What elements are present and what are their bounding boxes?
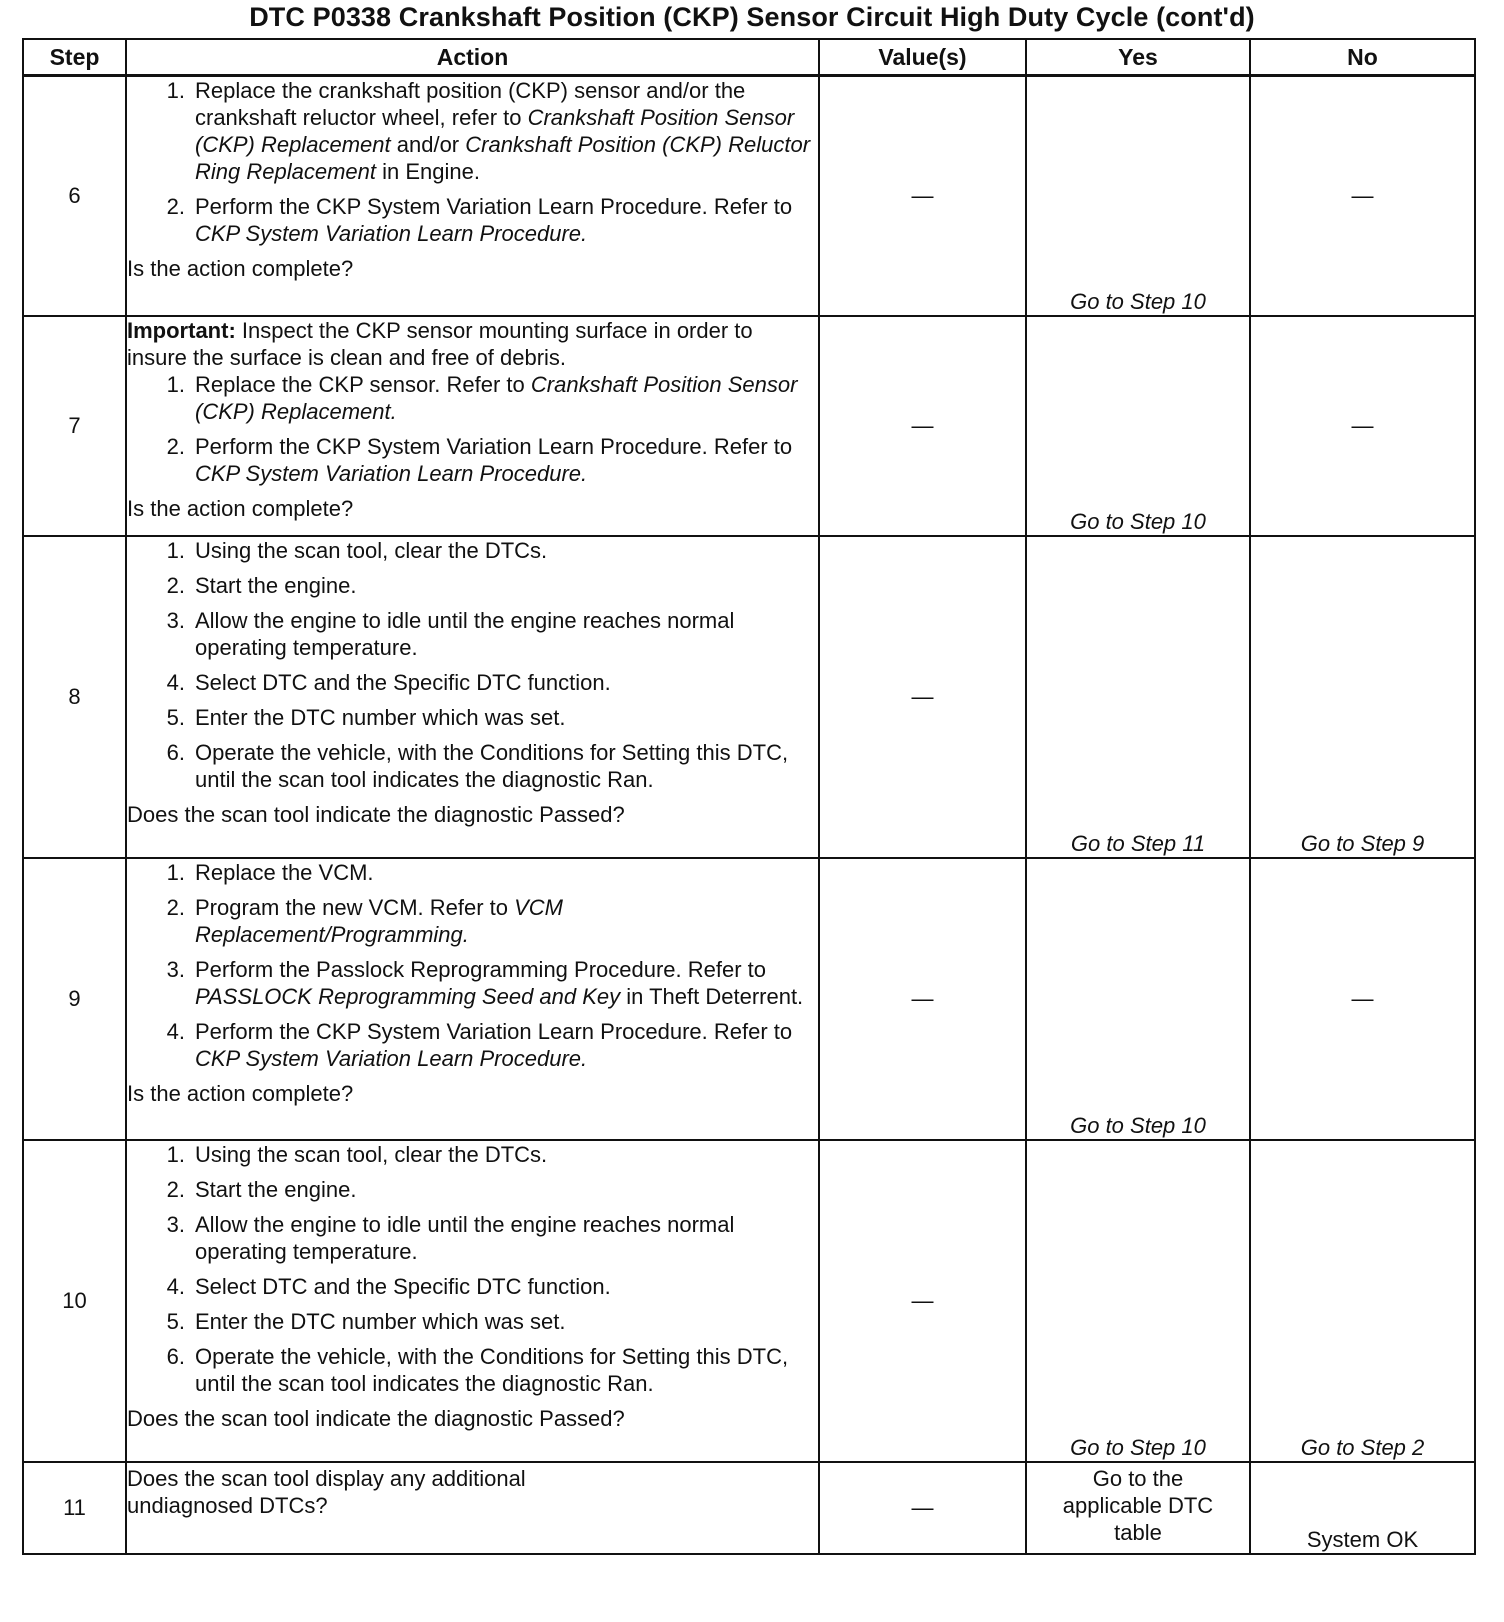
action-list [127,537,818,793]
list-item [127,193,818,247]
item-text: Select DTC and the Specific DTC function. [195,1273,611,1299]
item-text [195,894,818,948]
step-number: 9 [23,858,126,1140]
action-cell [126,1462,819,1554]
item-number: 4. [166,669,185,695]
item-number: 6. [166,1343,185,1369]
list-item [127,894,818,948]
list-item [127,704,818,731]
no-cell: — [1250,316,1475,536]
step-number: 10 [23,1140,126,1462]
yes-cell: Go to Step 10 [1026,1140,1250,1462]
item-text [195,956,818,1010]
item-text-part: and/or [390,132,466,157]
item-text: Enter the DTC number which was set. [195,1308,566,1334]
list-item [127,1273,818,1300]
item-reference: CKP System Variation Learn Procedure. [195,460,588,486]
list-item [127,1018,818,1072]
item-number: 1. [166,371,185,397]
item-text: Allow the engine to idle until the engine reaches normal operating temperature. [195,1211,735,1264]
item-text: Operate the vehicle, with the Conditions for Setting this DTC, until the scan tool indicates the diagnostic Ran. [195,1343,789,1396]
item-reference: Crankshaft Position Sensor (CKP) Replacement [195,105,795,157]
item-number: 2. [166,433,185,459]
no-cell: Go to Step 2 [1250,1140,1475,1462]
item-number: 3. [166,607,185,633]
item-text: Select DTC and the Specific DTC function. [195,669,611,695]
item-text [195,433,818,487]
important-note [127,317,818,371]
diagnostic-table [22,38,1476,1555]
list-item [127,1176,818,1203]
value-cell: — [819,536,1026,858]
item-text-part: Perform the CKP System Variation Learn Procedure. Refer to [195,433,793,459]
no-cell: Go to Step 9 [1250,536,1475,858]
important-text: Inspect the CKP sensor mounting surface in order to insure the surface is clean and free of debris. [127,317,753,370]
table-row [23,1140,1475,1462]
step-number: 11 [23,1462,126,1554]
item-text [195,77,818,185]
item-text-part: Perform the CKP System Variation Learn Procedure. Refer to [195,194,793,219]
step-number: 6 [23,76,126,316]
item-reference: VCM Replacement/Programming. [195,894,564,947]
no-cell: — [1250,76,1475,316]
item-number: 4. [166,1018,185,1044]
value-cell: — [819,858,1026,1140]
yes-cell: Go to Step 10 [1026,858,1250,1140]
item-number: 1. [166,537,185,563]
header-yes: Yes [1026,39,1250,76]
item-number: 3. [166,956,185,982]
item-text-part: Program the new VCM. Refer to [195,894,515,920]
action-list [127,1141,818,1397]
no-cell: System OK [1250,1462,1475,1554]
action-list [127,77,818,247]
action-cell [126,76,819,316]
value-cell: — [819,1462,1026,1554]
action-list [127,371,818,487]
item-number: 5. [166,1308,185,1334]
action-list [127,859,818,1072]
item-text: Using the scan tool, clear the DTCs. [195,537,548,563]
item-text-part: Replace the CKP sensor. Refer to [195,371,531,397]
list-item [127,1141,818,1168]
value-cell: — [819,76,1026,316]
list-item [127,1308,818,1335]
header-values: Value(s) [819,39,1026,76]
item-text: Start the engine. [195,572,357,598]
item-number: 5. [166,704,185,730]
list-item [127,739,818,793]
action-question: Is the action complete? [127,495,354,521]
action-cell [126,316,819,536]
value-cell: — [819,316,1026,536]
item-text-part: Perform the Passlock Reprogramming Procedure. Refer to [195,956,767,982]
step-number: 8 [23,536,126,858]
list-item [127,572,818,599]
item-text: Operate the vehicle, with the Conditions for Setting this DTC, until the scan tool indicates the diagnostic Ran. [195,739,789,792]
item-text: Enter the DTC number which was set. [195,704,566,730]
item-text [195,193,818,247]
item-reference: Crankshaft Position Sensor (CKP) Replacement. [195,371,798,424]
page-title: DTC P0338 Crankshaft Position (CKP) Sensor Circuit High Duty Cycle (cont'd) [249,2,1255,32]
item-number: 1. [166,78,185,103]
item-number: 2. [166,1176,185,1202]
item-number: 2. [166,894,185,920]
item-number: 6. [166,739,185,765]
header-no: No [1250,39,1475,76]
header-action: Action [126,39,819,76]
important-label: Important: [127,317,236,343]
item-number: 3. [166,1211,185,1237]
item-reference: CKP System Variation Learn Procedure. [195,221,588,246]
item-text [195,371,818,425]
list-item [127,371,818,425]
item-number: 2. [166,194,185,219]
item-text-part: Perform the CKP System Variation Learn Procedure. Refer to [195,1018,793,1044]
action-cell [126,858,819,1140]
yes-cell: Go to Step 10 [1026,316,1250,536]
action-question: Is the action complete? [127,256,354,281]
item-text [195,1018,818,1072]
list-item [127,1211,818,1265]
item-number: 2. [166,572,185,598]
list-item [127,433,818,487]
item-text-part: in Theft Deterrent. [620,983,804,1009]
item-text-part: Replace the crankshaft position (CKP) sensor and/or the crankshaft reluctor wheel, refer to [195,78,746,130]
item-text-part: in Engine. [375,159,480,184]
list-item [127,77,818,185]
item-text: Start the engine. [195,1176,357,1202]
no-cell: — [1250,858,1475,1140]
table-row [23,1462,1475,1554]
table-row [23,536,1475,858]
list-item [127,669,818,696]
item-number: 1. [166,859,185,885]
list-item [127,607,818,661]
action-question: Does the scan tool display any additional undiagnosed DTCs? [127,1465,526,1518]
list-item [127,859,818,886]
yes-cell: Go to Step 11 [1026,536,1250,858]
action-question: Is the action complete? [127,1080,354,1106]
action-cell [126,1140,819,1462]
table-row [23,316,1475,536]
header-row [23,39,1475,76]
header-step: Step [23,39,126,76]
item-reference: PASSLOCK Reprogramming Seed and Key [195,983,621,1009]
item-text: Allow the engine to idle until the engine reaches normal operating temperature. [195,607,735,660]
item-text: Using the scan tool, clear the DTCs. [195,1141,548,1167]
yes-text: Go to the applicable DTC table [1062,1465,1214,1545]
item-reference: Crankshaft Position (CKP) Reluctor Ring Replacement [195,132,811,184]
action-cell [126,536,819,858]
action-question: Does the scan tool indicate the diagnostic Passed? [127,801,625,827]
list-item [127,537,818,564]
value-cell: — [819,1140,1026,1462]
step-number: 7 [23,316,126,536]
table-row [23,76,1475,316]
item-number: 4. [166,1273,185,1299]
yes-cell [1026,1462,1250,1554]
action-question: Does the scan tool indicate the diagnostic Passed? [127,1405,625,1431]
list-item [127,956,818,1010]
table-row [23,858,1475,1140]
item-reference: CKP System Variation Learn Procedure. [195,1045,588,1071]
item-number: 1. [166,1141,185,1167]
yes-cell: Go to Step 10 [1026,76,1250,316]
list-item [127,1343,818,1397]
item-text: Replace the VCM. [195,859,374,885]
